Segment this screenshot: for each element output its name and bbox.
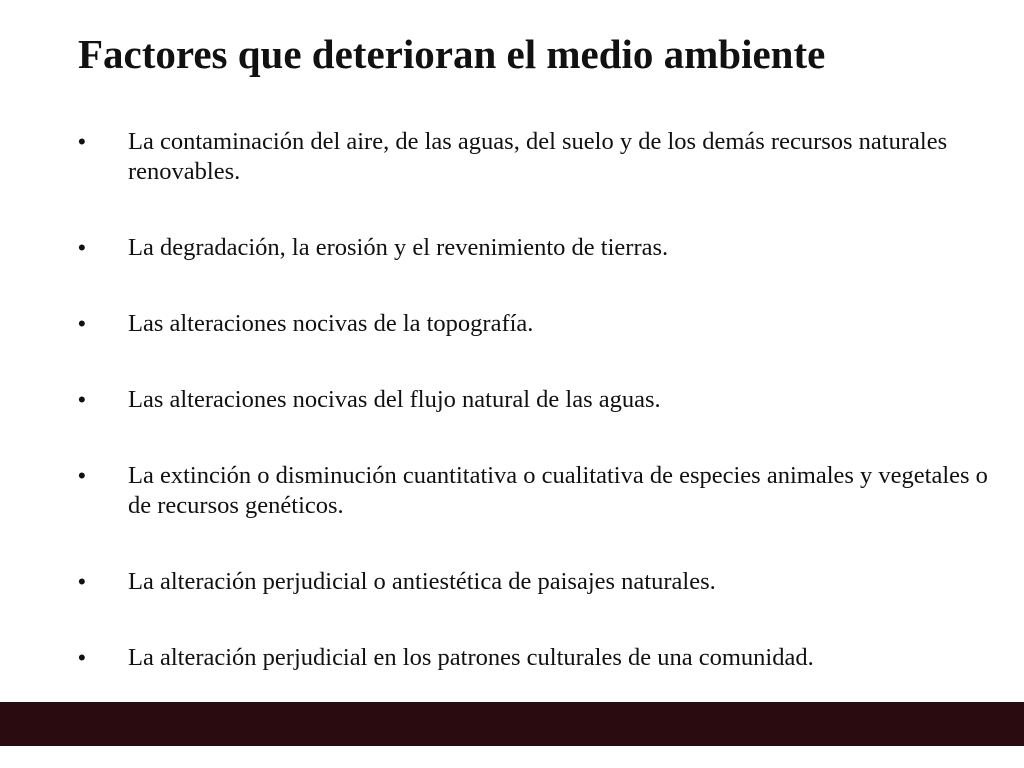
list-item	[78, 127, 988, 187]
bullet-icon: •	[78, 645, 86, 670]
bullet-text: La alteración perjudicial en los patrones culturales de una comunidad.	[128, 644, 814, 671]
bullet-icon: •	[78, 311, 86, 336]
bullet-icon: •	[78, 129, 86, 154]
bullet-icon: •	[78, 569, 86, 594]
list-item	[78, 461, 988, 521]
list-item	[78, 309, 988, 339]
bullet-text: Las alteraciones nocivas de la topografía.	[128, 310, 534, 337]
footer-bar	[0, 702, 1024, 746]
bullet-text: La extinción o disminución cuantitativa o cualitativa de especies animales y vegetales o de recursos genéticos.	[128, 462, 988, 519]
bullet-list	[78, 127, 988, 673]
bullet-icon: •	[78, 387, 86, 412]
bullet-text: Las alteraciones nocivas del flujo natural de las aguas.	[128, 386, 661, 413]
slide-title: Factores que deterioran el medio ambiente	[78, 31, 826, 77]
list-item	[78, 233, 988, 263]
bullet-icon: •	[78, 463, 86, 488]
list-item	[78, 385, 988, 415]
list-item	[78, 643, 988, 673]
bullet-icon: •	[78, 235, 86, 260]
bullet-text: La alteración perjudicial o antiestética de paisajes naturales.	[128, 568, 716, 595]
bullet-text: La degradación, la erosión y el revenimiento de tierras.	[128, 234, 669, 261]
list-item	[78, 567, 988, 597]
bullet-text: La contaminación del aire, de las aguas, del suelo y de los demás recursos naturales renovables.	[128, 128, 948, 185]
